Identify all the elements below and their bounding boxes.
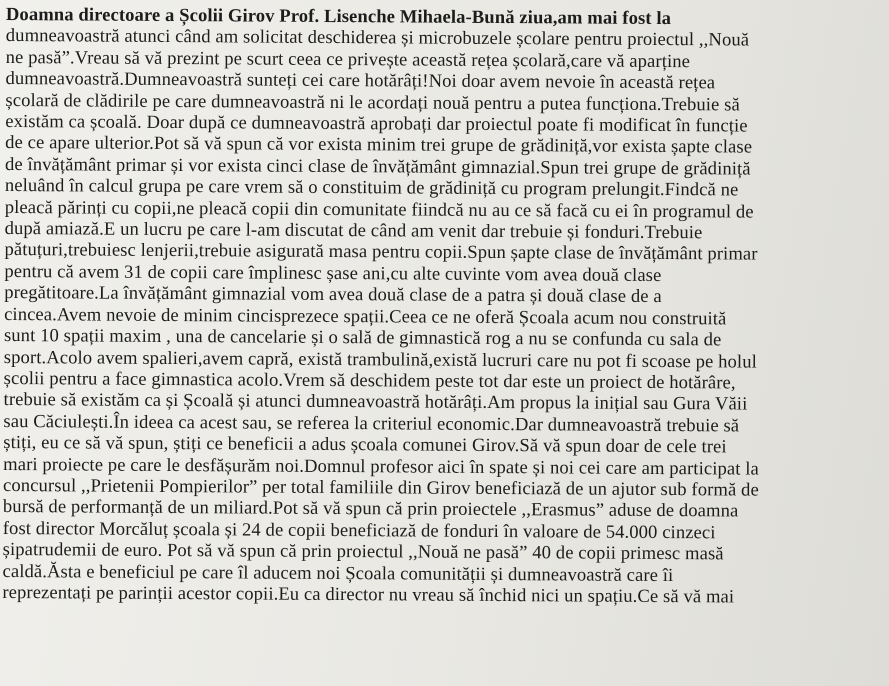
text-line: fost director Morcăluț școala și 24 de copii beneficiază de fonduri în valoare de 54.000 cinzeci <box>2 517 716 544</box>
text-line: șipatrudemii de euro. Pot să vă spun că prin proiectul ,,Nouă ne pasă” 40 de copii primesc masă <box>2 539 724 565</box>
text-line: dumneavoastră.Dumneavoastră sunteți cei care hotărâți!Noi doar avem nevoie în această rețea <box>5 68 716 94</box>
text-line: existăm ca școală. Doar după ce dumneavoastră aprobați dar proiectul poate fi modificat în funcție <box>5 111 748 137</box>
text-line: reprezentați pe parinții acestor copii.Eu ca director nu vreau să închid nici un spațiu.Ce să vă mai <box>2 581 735 608</box>
text-line: bursă de performanță de un miliard.Pot să vă spun că prin proiectele ,,Erasmus” aduse de doamna <box>2 496 739 522</box>
text-line: sport.Acolo avem spalieri,avem capră, există trambulină,există lucruri care nu pot fi scoase pe holul <box>3 346 757 373</box>
text-line: de ce apare ulterior.Pot să vă spun că vor exista minim trei grupe de grădiniță,vor exista șapte clase <box>5 132 753 158</box>
text-line: știți, eu ce să vă spun, știți ce beneficii a adus școala comunei Girov.Să vă spun doar de cele trei <box>3 432 727 458</box>
text-line: concursul ,,Prietenii Pompierilor” per total familiile din Girov beneficiază de un ajutor sub formă de <box>2 474 759 501</box>
text-line: după amiază.E un lucru pe care l-am discutat de când am venit dar trebuie și fonduri.Trebuie <box>4 218 703 244</box>
text-line: sau Căciulești.În ideea ca acest sau, se referea la criteriul economic.Dar dumneavoastră trebuie să <box>3 410 740 437</box>
text-line: Doamna directoare a Școlii Girov Prof. Lisenche Mihaela-Bună ziua,am mai fost la <box>5 4 672 30</box>
text-line: mari proiecte pe care le desfășurăm noi.Domnul profesor aici în spate și noi cei care am participat la <box>3 453 759 480</box>
text-line: școlară de clădirile pe care dumneavoastră ni le acordați nouă pentru a putea funcționa.Trebuie să <box>5 89 740 116</box>
text-line: școlii pentru a face gimnastica acolo.Vrem să deschidem peste tot dar este un proiect de hotărâre, <box>3 367 736 394</box>
text-line: ne pasă”.Vreau să vă prezint pe scurt ceea ce privește această rețea școlară,care vă aparține <box>5 46 691 72</box>
text-line: cincea.Avem nevoie de minim cincisprezece spații.Ceea ce ne oferă Școala acum nou construită <box>4 303 727 330</box>
text-line: pleacă părinți cu copii,ne pleacă copii din comunitate fiindcă nu au ce să facă cu ei în programul de <box>4 196 754 223</box>
text-line: pentru că avem 31 de copii care împlinesc șase ani,cu alte cuvinte vom avea două clase <box>4 260 662 286</box>
text-line: pregătitoare.La învățământ gimnazial vom avea două clase de a patra și două clase de a <box>4 282 662 308</box>
text-line: trebuie să existăm ca și Școală și atunci dumneavoastră hotărâți.Am propus la inițial sau Gura Văii <box>3 389 748 415</box>
text-line: de învățământ primar și vor exista cinci clase de învățământ gimnazial.Spun trei grupe de grădiniță <box>4 153 751 180</box>
text-line: pătuțuri,trebuiesc lenjerii,trebuie asigurată masa pentru copii.Spun șapte clase de învățământ primar <box>4 239 758 266</box>
document-body <box>2 4 886 609</box>
text-line: sunt 10 spații maxim , una de cancelarie și o sală de gimnastică rog a nu se confunda cu sala de <box>3 325 722 351</box>
text-line: neluând în calcul grupa pe care vrem să o constituim de grădiniță cu program prelungit.Findcă ne <box>4 175 739 201</box>
text-line: caldă.Ăsta e beneficiul pe care îl aducem noi Școala comunității și dumneavoastră care îi <box>2 560 674 586</box>
text-line: dumneavoastră atunci când am solicitat deschiderea și microbuzele școlare pentru proiectul ,,Nouă <box>5 25 750 51</box>
